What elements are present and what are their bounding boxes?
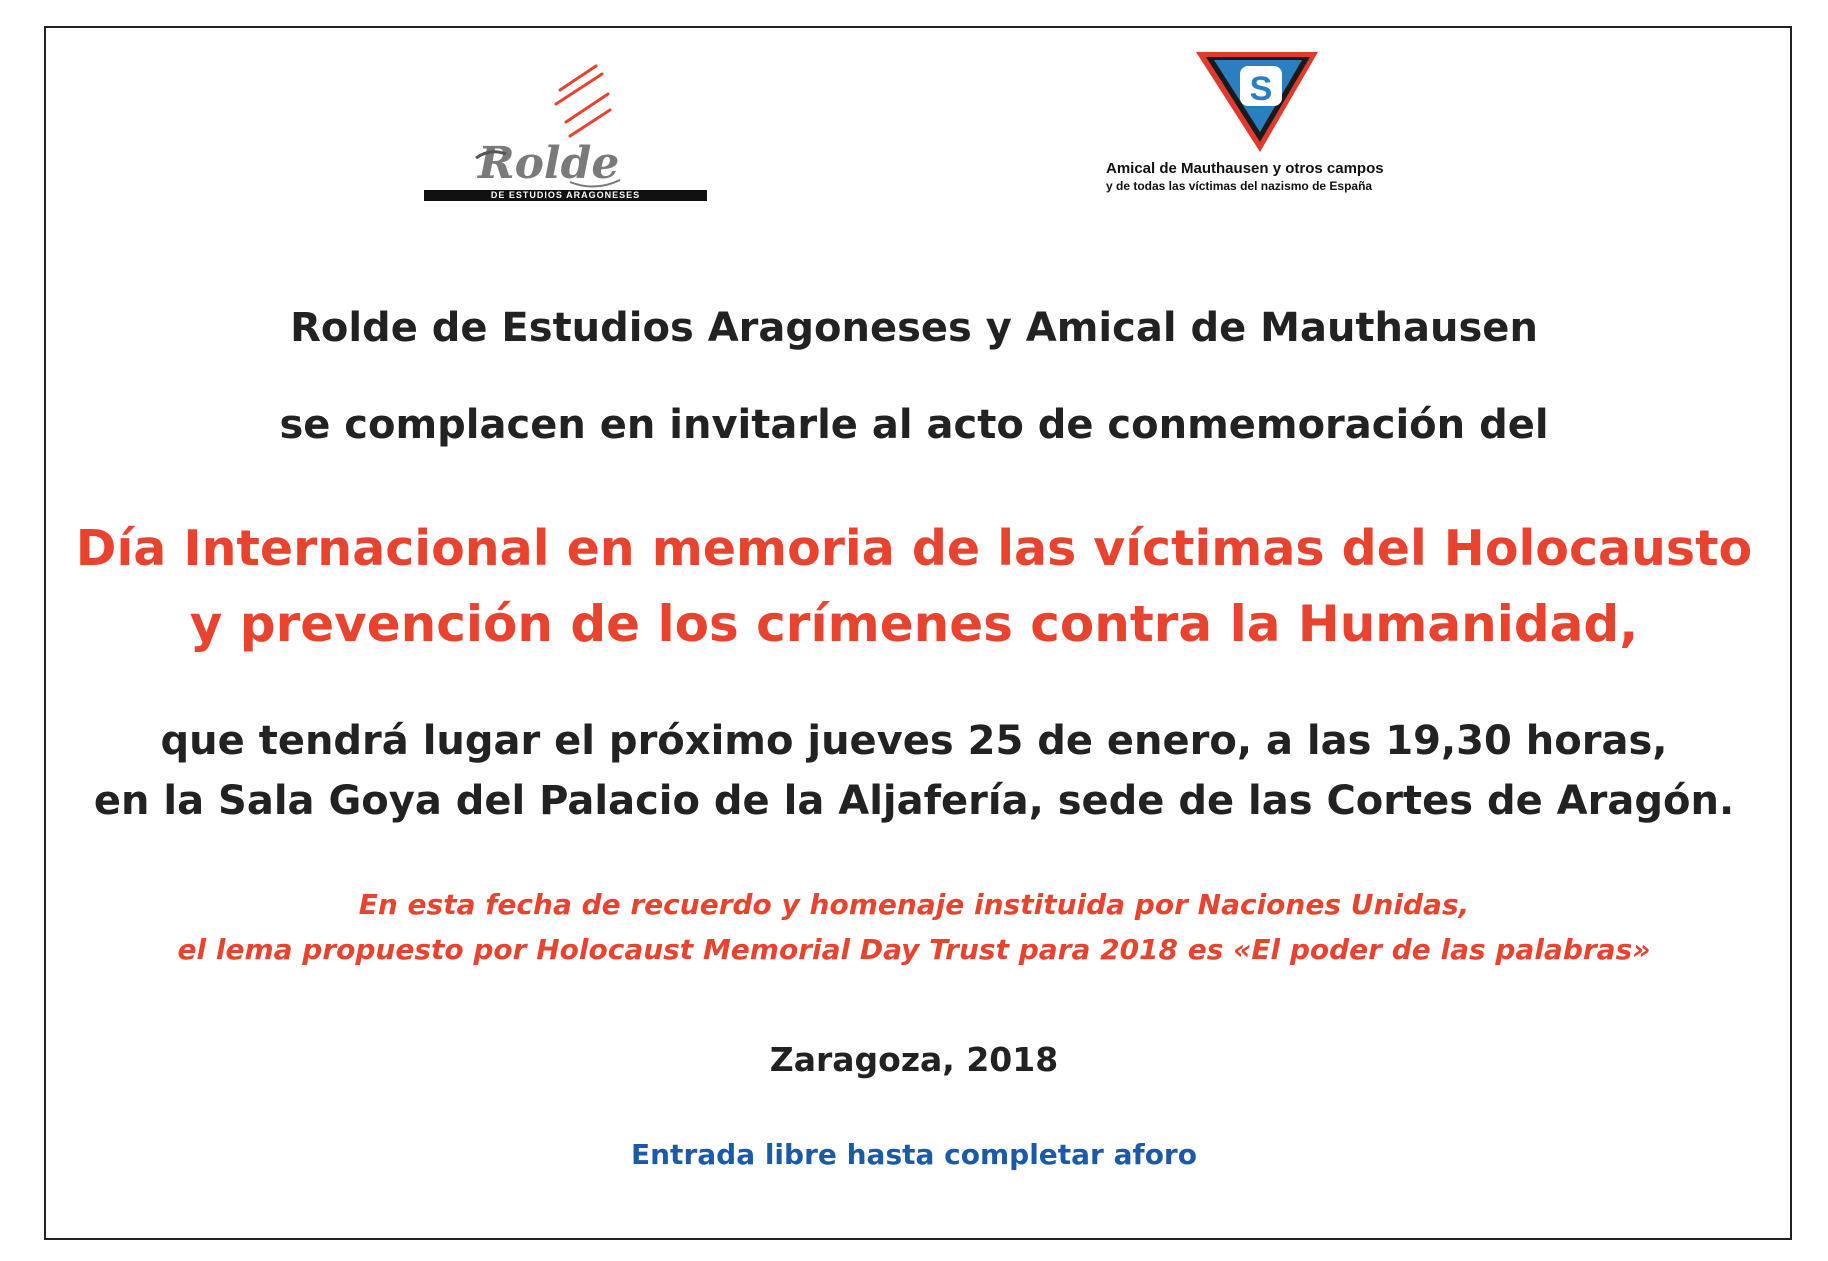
amical-caption-line1: Amical de Mauthausen y otros campos bbox=[1106, 160, 1384, 177]
un-note-line-2: el lema propuesto por Holocaust Memorial Day Trust para 2018 es «El poder de las palabras» bbox=[177, 933, 1651, 966]
event-title-line-1: Día Internacional en memoria de las víctimas del Holocausto bbox=[75, 520, 1753, 577]
rolde-logo-mark bbox=[420, 60, 710, 210]
rolde-logo-text: Rolde bbox=[478, 138, 620, 189]
un-note-line-1: En esta fecha de recuerdo y homenaje instituida por Naciones Unidas, bbox=[358, 888, 1470, 921]
rolde-logo-subtitle: DE ESTUDIOS ARAGONESES bbox=[424, 190, 707, 201]
intro-line-2: se complacen en invitarle al acto de conmemoración del bbox=[279, 402, 1549, 448]
rolde-logo bbox=[420, 60, 710, 210]
amical-triangle-icon bbox=[1100, 48, 1440, 158]
event-details-line-2: en la Sala Goya del Palacio de la Aljafería, sede de las Cortes de Aragón. bbox=[93, 778, 1735, 824]
event-title-line-2: y prevención de los crímenes contra la Humanidad, bbox=[189, 595, 1639, 653]
amical-logo-letter: S bbox=[1249, 70, 1273, 108]
event-details-line-1: que tendrá lugar el próximo jueves 25 de enero, a las 19,30 horas, bbox=[160, 718, 1668, 764]
place-date: Zaragoza, 2018 bbox=[769, 1040, 1059, 1079]
entry-note: Entrada libre hasta completar aforo bbox=[631, 1138, 1197, 1171]
intro-line-1: Rolde de Estudios Aragoneses y Amical de Mauthausen bbox=[290, 305, 1538, 351]
amical-caption-line2: y de todas las víctimas del nazismo de España bbox=[1106, 179, 1373, 193]
